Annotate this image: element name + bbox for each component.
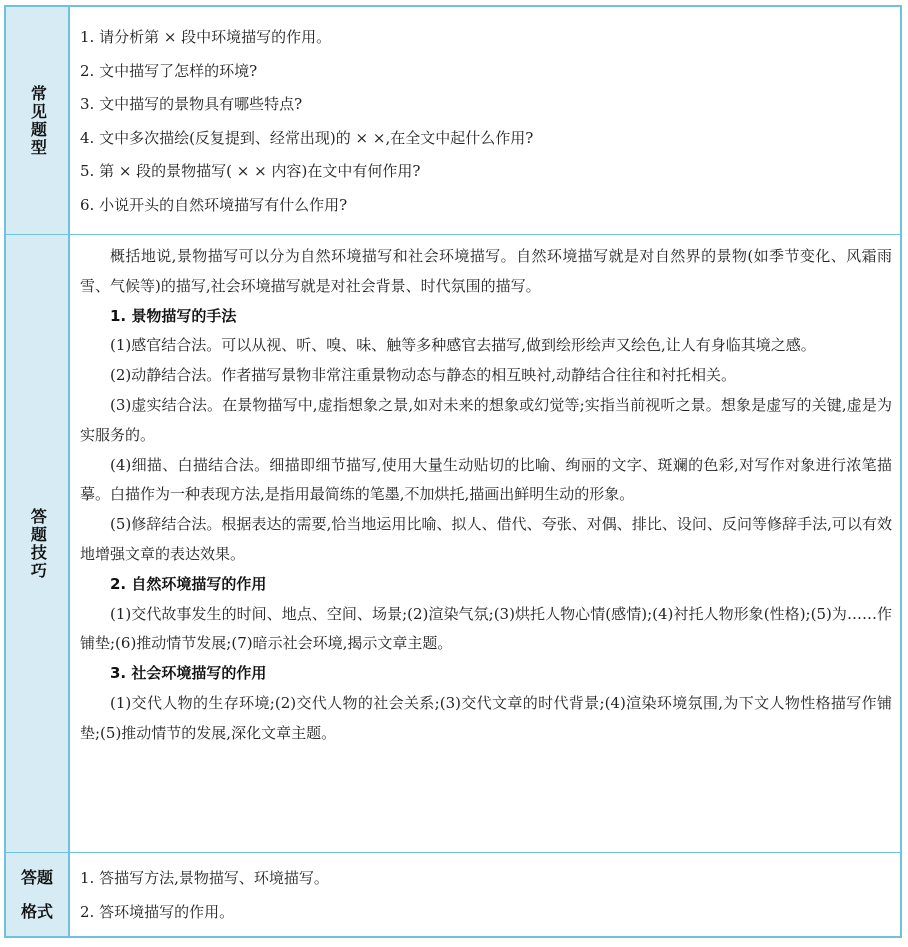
intro-paragraph: 概括地说,景物描写可以分为自然环境描写和社会环境描写。自然环境描写就是对自然界的景物(如季节变化、风霜雨雪、气候等)的描写,社会环境描写就是对社会背景、时代氛围的描写。 — [80, 247, 892, 295]
technique-paragraph: (5)修辞结合法。根据表达的需要,恰当地运用比喻、拟人、借代、夸张、对偶、排比、设问、反问等修辞手法,可以有效地增强文章的表达效果。 — [80, 515, 892, 563]
natural-env-paragraph: (1)交代故事发生的时间、地点、空间、场景;(2)渲染气氛;(3)烘托人物心情(感情);(4)衬托人物形象(性格);(5)为……作铺垫;(6)推动情节发展;(7)暗示社会环境,揭示文章主题。 — [80, 604, 892, 653]
question-item: 1. 请分析第 × 段中环境描写的作用。 — [80, 28, 332, 46]
format-item: 1. 答描写方法,景物描写、环境描写。 — [80, 869, 329, 887]
question-types-list — [80, 21, 892, 222]
social-env-paragraph: (1)交代人物的生存环境;(2)交代人物的社会关系;(3)交代文章的时代背景;(4)渲染环境氛围,为下文人物性格描写作铺垫;(5)推动情节的发展,深化文章主题。 — [80, 693, 892, 742]
format-item: 2. 答环境描写的作用。 — [80, 903, 235, 921]
section-heading-natural: 2. 自然环境描写的作用 — [110, 574, 267, 593]
technique-paragraph: (2)动静结合法。作者描写景物非常注重景物动态与静态的相互映衬,动静结合往往和衬托相关。 — [110, 366, 737, 385]
technique-paragraph: (1)感官结合法。可以从视、听、嗅、味、触等多种感官去描写,做到绘形绘声又绘色,让人有身临其境之感。 — [110, 336, 816, 355]
answer-skills-body — [80, 242, 892, 749]
answer-guide-table — [4, 5, 902, 938]
question-item: 5. 第 × 段的景物描写( × × 内容)在文中有何作用? — [80, 162, 421, 180]
question-item: 2. 文中描写了怎样的环境? — [80, 61, 258, 80]
question-item: 3. 文中描写的景物具有哪些特点? — [80, 95, 303, 113]
answer-skills-label: 答题技巧 — [6, 235, 70, 852]
technique-paragraph: (4)细描、白描结合法。细描即细节描写,使用大量生动贴切的比喻、绚丽的文字、斑斓的色彩,对写作对象进行浓笔描摹。白描作为一种表现方法,是指用最简练的笔墨,不加烘托,描画出鲜明生动的形象。 — [80, 455, 892, 504]
answer-format-list — [80, 861, 892, 929]
question-item: 6. 小说开头的自然环境描写有什么作用? — [80, 195, 348, 214]
answer-format-row — [6, 853, 900, 936]
section-heading-techniques: 1. 景物描写的手法 — [110, 306, 237, 325]
technique-paragraph: (3)虚实结合法。在景物描写中,虚指想象之景,如对未来的想象或幻觉等;实指当前视听之景。想象是虚写的关键,虚是为实服务的。 — [80, 395, 892, 444]
answer-format-label: 答题 格式 — [6, 853, 70, 936]
question-types-label: 常见题型 — [6, 7, 70, 234]
section-heading-social: 3. 社会环境描写的作用 — [110, 664, 267, 683]
answer-skills-row — [6, 235, 900, 853]
question-types-row — [6, 7, 900, 235]
question-item: 4. 文中多次描绘(反复提到、经常出现)的 × ×,在全文中起什么作用? — [80, 128, 534, 147]
